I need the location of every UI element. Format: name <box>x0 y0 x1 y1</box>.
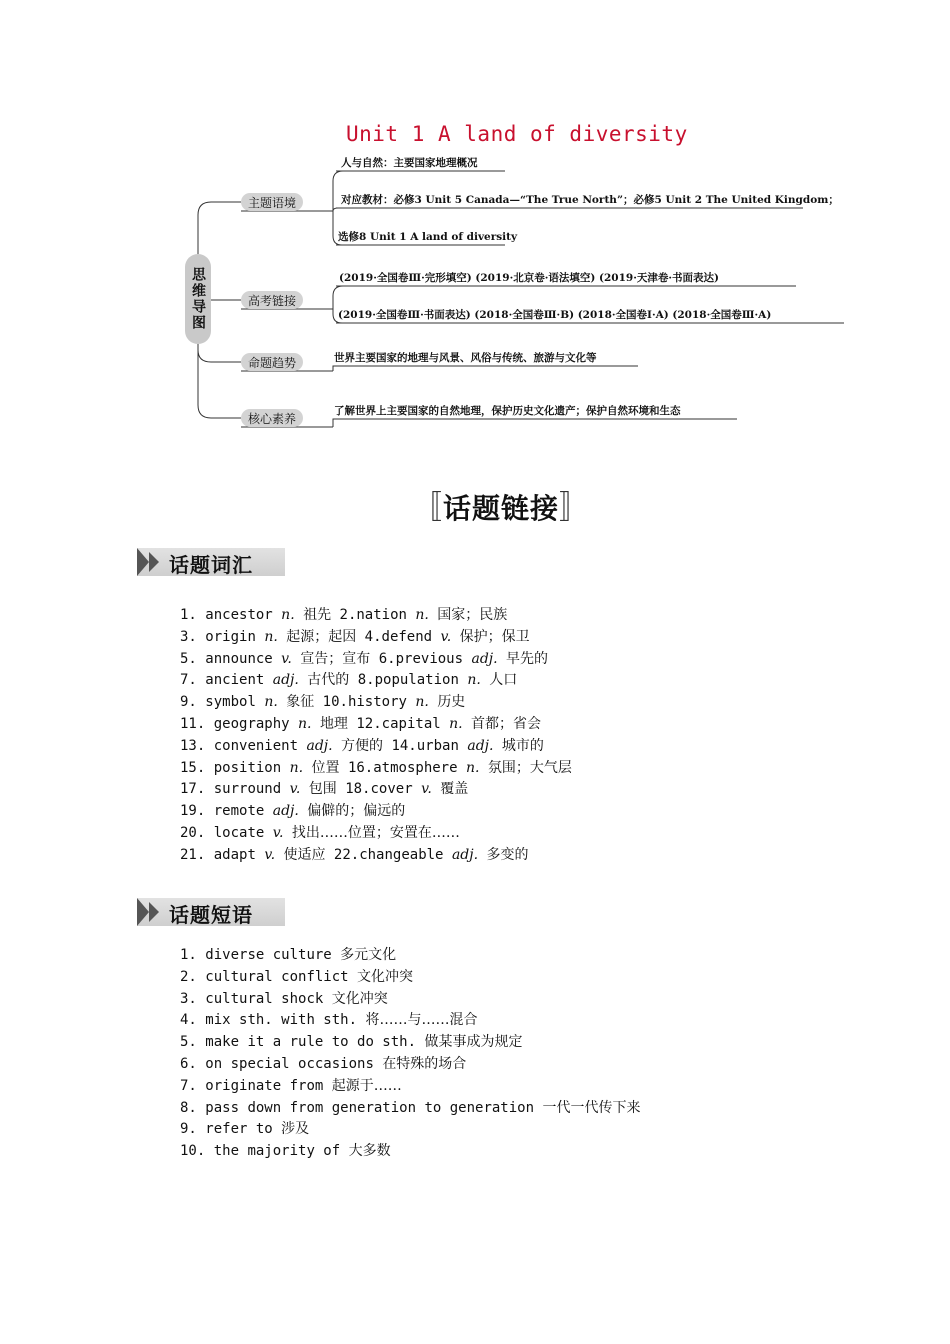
vocab-number: 18. <box>345 781 371 798</box>
vocab-number: 17. <box>180 781 206 798</box>
vocab-meaning: 起源；起因 <box>286 628 357 645</box>
leaf-text: 了解世界上主要国家的自然地理，保护历史文化遗产；保护自然环境和生态 <box>334 405 681 417</box>
vocab-number: 2. <box>339 607 357 623</box>
vocab-pos: n. <box>415 694 429 711</box>
mind-map-center-label: 思维导图 <box>190 267 206 331</box>
vocab-meaning: 早先的 <box>506 650 549 667</box>
phrase-number: 7. <box>180 1077 197 1094</box>
vocab-number: 3. <box>180 628 197 645</box>
phrases-list <box>180 945 640 1163</box>
vocab-number: 19. <box>180 803 206 820</box>
phrase-chinese: 起源于…… <box>331 1077 402 1094</box>
phrase-number: 6. <box>180 1055 197 1072</box>
vocab-meaning: 方便的 <box>341 737 384 754</box>
phrase-english: cultural conflict <box>205 968 349 985</box>
vocab-row <box>180 714 572 736</box>
phrase-english: make it a rule to do sth. <box>205 1034 417 1051</box>
vocab-meaning: 祖先 <box>303 607 332 623</box>
vocab-word: defend <box>381 628 433 645</box>
vocab-pos: n. <box>415 607 429 623</box>
phrases-heading: 话题短语 <box>169 903 253 927</box>
phrase-chinese: 大多数 <box>348 1143 391 1160</box>
vocab-pos: adj. <box>272 803 299 820</box>
vocab-row <box>180 823 572 845</box>
section-title <box>410 482 592 528</box>
vocab-word: convenient <box>213 737 299 754</box>
vocab-number: 13. <box>180 737 206 754</box>
leaf-text: 选修8 Unit 1 A land of diversity <box>338 231 518 243</box>
phrase-english: pass down from generation to generation <box>205 1099 535 1116</box>
arrow-icon <box>149 902 159 922</box>
vocab-number: 4. <box>364 628 382 645</box>
phrase-row <box>180 967 640 989</box>
vocab-meaning: 宣告；宣布 <box>300 650 371 667</box>
vocab-pos: adj. <box>467 737 494 754</box>
vocab-meaning: 城市的 <box>501 737 544 754</box>
vocab-word: ancestor <box>205 607 273 623</box>
phrase-chinese: 涉及 <box>281 1121 310 1138</box>
vocab-pos: n. <box>281 607 295 623</box>
vocab-pos: v. <box>289 781 301 798</box>
vocab-pos: n. <box>449 715 463 732</box>
vocab-number: 22. <box>333 846 360 863</box>
vocab-number: 20. <box>180 824 206 841</box>
vocab-meaning: 包围 <box>308 781 337 798</box>
vocab-word: nation <box>356 607 407 623</box>
section-title-text: 话题链接 <box>443 492 560 525</box>
phrase-number: 4. <box>180 1012 197 1029</box>
vocab-meaning: 地理 <box>319 715 348 732</box>
vocab-row <box>180 845 572 867</box>
vocab-word: locate <box>213 824 265 841</box>
vocab-meaning: 使适应 <box>283 846 326 863</box>
vocab-number: 8. <box>357 672 375 689</box>
phrase-number: 9. <box>180 1121 197 1138</box>
mind-map-lines <box>0 0 950 450</box>
vocab-number: 5. <box>180 650 197 667</box>
vocab-number: 16. <box>347 759 374 776</box>
phrase-row <box>180 1098 640 1120</box>
arrow-icon <box>137 548 149 576</box>
vocab-row <box>180 649 572 671</box>
phrase-chinese: 文化冲突 <box>331 990 388 1007</box>
vocab-pos: adj. <box>471 650 498 667</box>
vocab-row <box>180 801 572 823</box>
vocab-meaning: 位置 <box>311 759 340 776</box>
vocab-meaning: 历史 <box>437 694 466 711</box>
vocab-pos: v. <box>264 846 276 863</box>
vocab-pos: n. <box>289 759 304 776</box>
vocab-number: 7. <box>180 672 197 689</box>
phrase-chinese: 多元文化 <box>340 947 397 963</box>
branch-node-core-literacy: 核心素养 <box>241 409 303 427</box>
phrase-number: 1. <box>180 947 197 963</box>
phrase-row <box>180 1054 640 1076</box>
vocab-meaning: 氛围；大气层 <box>487 759 572 776</box>
vocab-word: population <box>374 672 459 689</box>
vocab-pos: v. <box>272 824 284 841</box>
phrase-row <box>180 1119 640 1141</box>
phrase-english: the majority of <box>213 1143 341 1160</box>
vocab-number: 1. <box>180 607 197 623</box>
vocab-word: history <box>347 694 407 711</box>
vocab-meaning: 人口 <box>489 672 518 689</box>
vocab-row <box>180 736 572 758</box>
phrase-number: 2. <box>180 968 197 985</box>
leaf-text: 人与自然：主要国家地理概况 <box>341 157 478 169</box>
vocab-number: 14. <box>391 737 417 754</box>
phrase-chinese: 在特殊的场合 <box>382 1055 467 1072</box>
vocab-number: 15. <box>180 759 206 776</box>
vocab-word: urban <box>416 737 459 754</box>
vocab-meaning: 首都；省会 <box>471 715 542 732</box>
vocab-word: geography <box>213 715 290 732</box>
vocab-word: atmosphere <box>373 759 458 776</box>
vocab-pos: v. <box>421 781 432 798</box>
vocab-pos: adj. <box>272 672 299 689</box>
phrase-row <box>180 989 640 1011</box>
phrase-english: mix sth. with sth. <box>205 1012 358 1029</box>
vocab-meaning: 古代的 <box>307 672 350 689</box>
vocab-word: changeable <box>359 846 444 863</box>
phrase-row <box>180 1141 640 1163</box>
vocab-word: surround <box>213 781 282 798</box>
leaf-text: (2019·全国卷Ⅲ·书面表达) (2018·全国卷Ⅲ·B) (2018·全国卷Ⅰ·A) (2018·全国卷Ⅲ·A) <box>338 309 772 321</box>
vocab-row <box>180 692 572 714</box>
phrase-number: 8. <box>180 1099 197 1116</box>
mind-map-center <box>185 254 211 344</box>
vocab-meaning: 找出……位置；安置在…… <box>291 824 460 841</box>
vocab-word: capital <box>381 715 441 732</box>
vocab-list <box>180 605 572 867</box>
bracket-open: 〚 <box>410 488 444 526</box>
vocab-number: 9. <box>180 694 197 711</box>
phrase-row <box>180 1076 640 1098</box>
vocab-pos: v. <box>281 650 292 667</box>
vocab-pos: n. <box>264 694 278 711</box>
vocab-heading: 话题词汇 <box>169 553 253 577</box>
phrase-number: 5. <box>180 1034 197 1051</box>
vocab-meaning: 覆盖 <box>440 781 469 798</box>
vocab-pos: n. <box>467 672 481 689</box>
phrase-number: 10. <box>180 1143 206 1160</box>
vocab-row <box>180 670 572 692</box>
vocab-pos: n. <box>298 715 312 732</box>
vocab-row <box>180 605 572 627</box>
vocab-pos: adj. <box>306 737 333 754</box>
vocab-number: 6. <box>378 650 396 667</box>
vocab-meaning: 多变的 <box>486 846 529 863</box>
vocab-word: announce <box>205 650 273 667</box>
phrase-english: on special occasions <box>205 1055 374 1072</box>
phrase-row <box>180 1032 640 1054</box>
branch-node-topic-context: 主题语境 <box>241 193 303 211</box>
vocab-word: symbol <box>205 694 256 711</box>
vocab-row <box>180 627 572 649</box>
branch-node-exam-links: 高考链接 <box>241 291 303 309</box>
phrases-heading-banner <box>137 898 285 926</box>
vocab-heading-banner <box>137 548 285 576</box>
phrase-chinese: 文化冲突 <box>357 968 414 985</box>
vocab-word: position <box>213 759 282 776</box>
phrase-chinese: 做某事成为规定 <box>424 1034 523 1051</box>
vocab-meaning: 国家；民族 <box>437 607 508 623</box>
vocab-meaning: 偏僻的；偏远的 <box>307 803 406 820</box>
branch-node-trends: 命题趋势 <box>241 353 303 371</box>
phrase-english: originate from <box>205 1077 324 1094</box>
phrase-english: diverse culture <box>205 947 332 963</box>
phrase-row <box>180 1010 640 1032</box>
vocab-word: origin <box>205 628 256 645</box>
vocab-number: 12. <box>356 715 382 732</box>
vocab-word: remote <box>213 803 265 820</box>
vocab-pos: n. <box>264 628 278 645</box>
vocab-word: ancient <box>205 672 265 689</box>
vocab-number: 21. <box>180 846 206 863</box>
vocab-number: 11. <box>180 715 206 732</box>
leaf-text: 对应教材：必修3 Unit 5 Canada—“The True North”；必修5 Unit 2 The United Kingdom； <box>341 194 839 206</box>
vocab-row <box>180 779 572 801</box>
unit-title: Unit 1 A land of diversity <box>346 122 688 146</box>
arrow-icon <box>149 552 159 572</box>
bracket-close: 〛 <box>559 488 593 526</box>
vocab-number: 10. <box>322 694 348 711</box>
phrase-english: refer to <box>205 1121 273 1138</box>
phrase-english: cultural shock <box>205 990 324 1007</box>
vocab-meaning: 象征 <box>286 694 315 711</box>
vocab-meaning: 保护；保卫 <box>459 628 530 645</box>
phrase-number: 3. <box>180 990 197 1007</box>
phrase-row <box>180 945 640 967</box>
vocab-pos: n. <box>465 759 480 776</box>
vocab-word: previous <box>395 650 464 667</box>
vocab-word: cover <box>370 781 413 798</box>
vocab-pos: v. <box>440 628 452 645</box>
phrase-chinese: 一代一代传下来 <box>542 1099 641 1116</box>
arrow-icon <box>137 898 149 926</box>
leaf-text: 世界主要国家的地理与风景、风俗与传统、旅游与文化等 <box>334 352 597 364</box>
vocab-word: adapt <box>213 846 256 863</box>
leaf-text: (2019·全国卷Ⅲ·完形填空) (2019·北京卷·语法填空) (2019·天津卷·书面表达) <box>339 272 720 284</box>
phrase-chinese: 将……与……混合 <box>365 1012 478 1029</box>
vocab-row <box>180 758 572 780</box>
vocab-pos: adj. <box>451 846 479 863</box>
